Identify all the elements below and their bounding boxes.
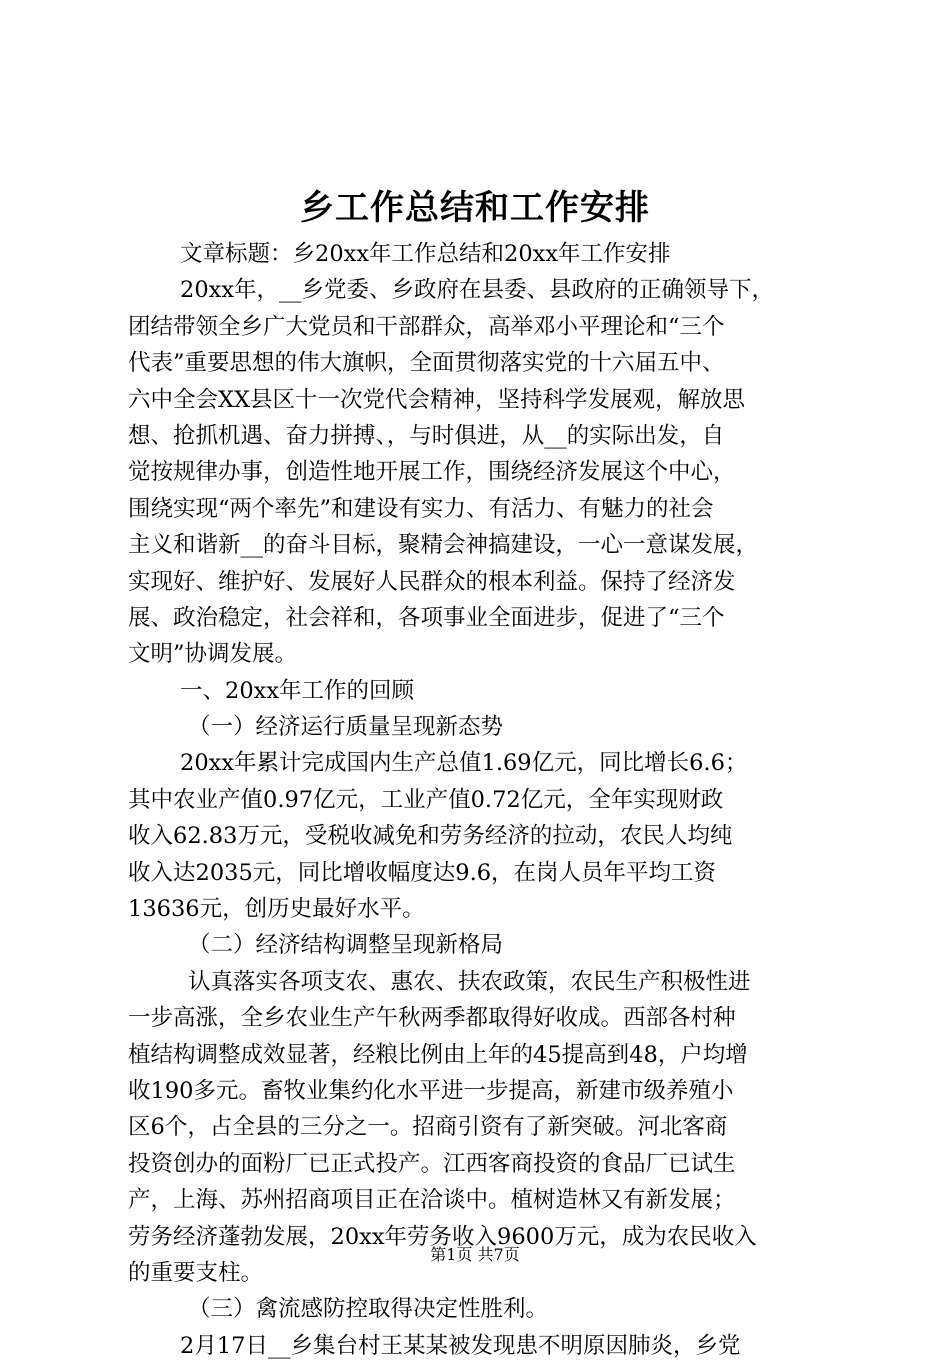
body-line: 产，上海、苏州招商项目正在洽谈中。植树造林又有新发展； bbox=[128, 1187, 736, 1214]
body-line: 认真落实各项支农、惠农、扶农政策，农民生产积极性进 bbox=[188, 968, 751, 995]
body-line: 的重要支柱。 bbox=[128, 1259, 264, 1286]
body-line: 区6个，占全县的三分之一。招商引资有了新突破。河北客商 bbox=[128, 1114, 728, 1141]
body-line: 收入达2035元，同比增收幅度达9.6，在岗人员年平均工资 bbox=[128, 859, 717, 886]
body-line: 主义和谐新__的奋斗目标，聚精会神搞建设，一心一意谋发展， bbox=[128, 532, 759, 559]
body-line: 团结带领全乡广大党员和干部群众，高举邓小平理论和“三个 bbox=[128, 313, 725, 340]
body-line: 代表”重要思想的伟大旗帜，全面贯彻落实党的十六届五中、 bbox=[128, 350, 725, 377]
body-line: （二）经济结构调整呈现新格局 bbox=[188, 932, 504, 959]
body-line: （三）禽流感防控取得决定性胜利。 bbox=[188, 1296, 549, 1323]
document-title: 乡工作总结和工作安排 bbox=[300, 188, 650, 228]
body-line: 20xx年，__乡党委、乡政府在县委、县政府的正确领导下， bbox=[180, 277, 775, 304]
body-line: 一步高涨，全乡农业生产午秋两季都取得好收成。西部各村种 bbox=[128, 1005, 736, 1032]
body-line: 13636元，创历史最好水平。 bbox=[128, 896, 425, 923]
body-line: 一、20xx年工作的回顾 bbox=[180, 677, 415, 704]
body-line: 收190多元。畜牧业集约化水平进一步提高，新建市级养殖小 bbox=[128, 1077, 734, 1104]
body-line: 觉按规律办事，创造性地开展工作，围绕经济发展这个中心， bbox=[128, 459, 736, 486]
document-body bbox=[128, 236, 836, 1364]
body-line: 展、政治稳定，社会祥和，各项事业全面进步，促进了“三个 bbox=[128, 604, 725, 631]
body-line: 2月17日__乡集台村王某某被发现患不明原因肺炎，乡党 bbox=[180, 1332, 741, 1359]
page-footer: 第1页 共7页 bbox=[430, 1245, 520, 1264]
body-line: （一）经济运行质量呈现新态势 bbox=[188, 714, 504, 741]
body-line: 收入62.83万元，受税收减免和劳务经济的拉动，农民人均纯 bbox=[128, 823, 733, 850]
body-line: 其中农业产值0.97亿元，工业产值0.72亿元，全年实现财政 bbox=[128, 786, 724, 813]
body-line: 文章标题：乡20xx年工作总结和20xx年工作安排 bbox=[180, 241, 671, 267]
body-line: 围绕实现“两个率先”和建设有实力、有活力、有魅力的社会 bbox=[128, 495, 714, 522]
body-line: 六中全会XX县区十一次党代会精神，坚持科学发展观，解放思 bbox=[128, 386, 746, 413]
body-line: 想、抢抓机遇、奋力拼搏、，与时俱进，从__的实际出发，自 bbox=[128, 422, 725, 449]
body-line: 实现好、维护好、发展好人民群众的根本利益。保持了经济发 bbox=[128, 568, 736, 595]
body-line: 文明”协调发展。 bbox=[128, 641, 298, 668]
body-line: 植结构调整成效显著，经粮比例由上年的45提高到48，户均增 bbox=[128, 1041, 748, 1068]
body-line: 投资创办的面粉厂已正式投产。江西客商投资的食品厂已试生 bbox=[128, 1150, 736, 1177]
body-line: 劳务经济蓬勃发展，20xx年劳务收入9600万元，成为农民收入 bbox=[128, 1223, 757, 1250]
body-line: 20xx年累计完成国内生产总值1.69亿元，同比增长6.6； bbox=[180, 750, 748, 777]
